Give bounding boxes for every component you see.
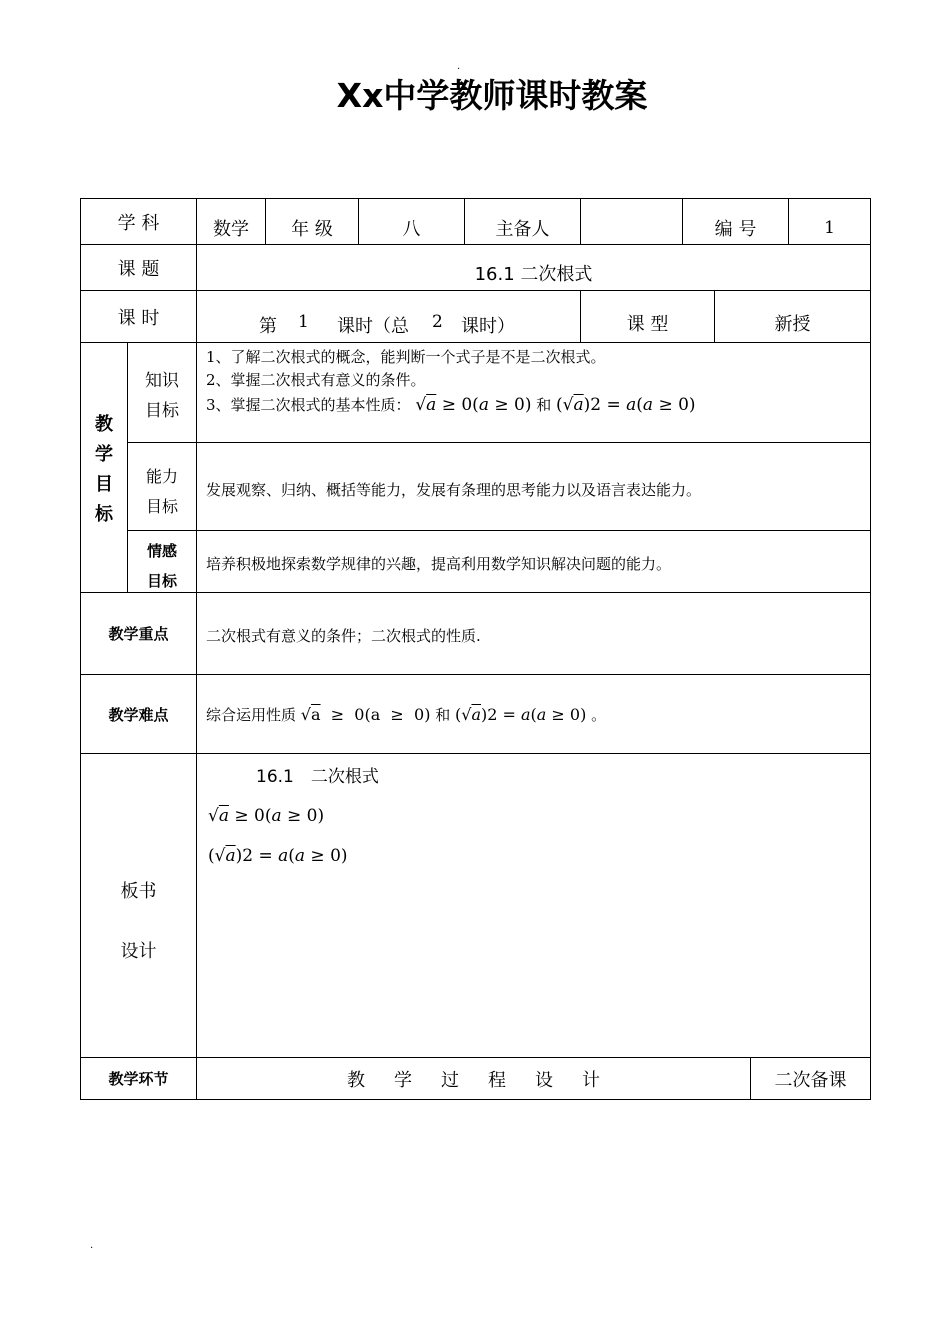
emotion-goal-label [128,536,196,596]
knowledge-label-line1: 知识 [145,371,179,391]
grade-value: 八 [402,218,421,240]
dot-mark-bottom: . [90,1240,94,1251]
number-label: 编 号 [714,218,757,240]
teaching-process-label: 教学过程设计 [347,1069,629,1091]
table-border [870,198,871,1100]
subject-label: 学 科 [117,212,160,234]
key-point-label: 教学重点 [108,625,169,643]
topic-label: 课 题 [117,258,160,280]
difficulty-sqrt-formula: √a ≥ 0(a ≥ 0) [300,705,431,724]
period-end: 课时） [461,316,515,337]
knowledge-goal-line3 [206,394,696,415]
table-border [196,198,197,1100]
knowledge-goal-line1: 1、了解二次根式的概念，能判断一个式子是不是二次根式。 [206,348,606,366]
table-border [80,198,871,199]
table-border [80,1099,871,1100]
knowledge-goal-line3-prefix: 3、掌握二次根式的基本性质： [206,396,411,414]
period-mid: 课时（总 [337,316,409,337]
lesson-type-label: 课 型 [626,313,669,335]
difficulty-label: 教学难点 [108,705,169,724]
board-label-line1: 板书 [120,881,157,902]
difficulty-text [206,704,606,725]
table-border [127,442,871,443]
board-label-line2: 设计 [120,941,157,962]
topic-value: 16.1 二次根式 [474,263,593,285]
preparer-value [581,205,682,250]
period-first: 第 [259,316,277,337]
subject-value: 数学 [213,218,249,240]
emotion-label-line1: 情感 [146,542,177,560]
second-prep-label: 二次备课 [774,1069,847,1091]
goals-group-char: 教 [95,414,113,435]
difficulty-suffix: 。 [591,706,607,724]
ability-label-line2: 目标 [145,497,178,516]
board-formula-sqrt: √a ≥ 0(a ≥ 0) [208,806,325,826]
board-heading: 16.1 二次根式 [256,767,379,787]
knowledge-goal-line3-and: 和 [536,396,552,414]
ability-goal-label [128,462,196,522]
goals-group-label [81,410,127,530]
ability-label-line1: 能力 [145,467,178,486]
dot-mark-top: . [457,61,461,72]
key-point-text: 二次根式有意义的条件；二次根式的性质. [206,627,481,645]
knowledge-goal-line2: 2、掌握二次根式有意义的条件。 [206,371,426,389]
grade-label: 年 级 [291,218,333,240]
goals-group-char: 学 [95,444,113,465]
goals-group-char: 目 [95,474,113,495]
period-label: 课 时 [117,307,160,329]
table-border [80,753,871,754]
table-border [80,674,871,675]
preparer-label: 主备人 [495,218,550,240]
period-number: 1 [298,312,309,332]
emotion-label-line2: 目标 [146,572,177,590]
ability-goal-text: 发展观察、归纳、概括等能力，发展有条理的思考能力以及语言表达能力。 [206,481,702,499]
difficulty-prefix: 综合运用性质 [206,706,297,724]
teaching-stage-label: 教学环节 [108,1070,169,1088]
difficulty-square-formula: (√a)2 = a(a ≥ 0) [455,705,587,724]
lesson-type-value: 新授 [774,313,811,335]
emotion-goal-text: 培养积极地探索数学规律的兴趣，提高利用数学知识解决问题的能力。 [206,555,672,573]
board-formula-square: (√a)2 = a(a ≥ 0) [208,846,348,866]
table-border [80,592,871,593]
knowledge-label-line2: 目标 [145,401,179,421]
difficulty-and: 和 [435,706,451,724]
square-property-formula: (√a)2 = a(a ≥ 0) [556,395,696,415]
table-border [127,530,871,531]
board-design-label [81,862,196,982]
page-title: Xx中学教师课时教案 [336,76,648,115]
number-value: 1 [824,217,835,238]
goals-group-char: 标 [95,504,113,525]
period-total: 2 [432,312,443,332]
sqrt-property-formula: √a ≥ 0(a ≥ 0) [415,395,532,415]
knowledge-goal-label [128,366,196,426]
